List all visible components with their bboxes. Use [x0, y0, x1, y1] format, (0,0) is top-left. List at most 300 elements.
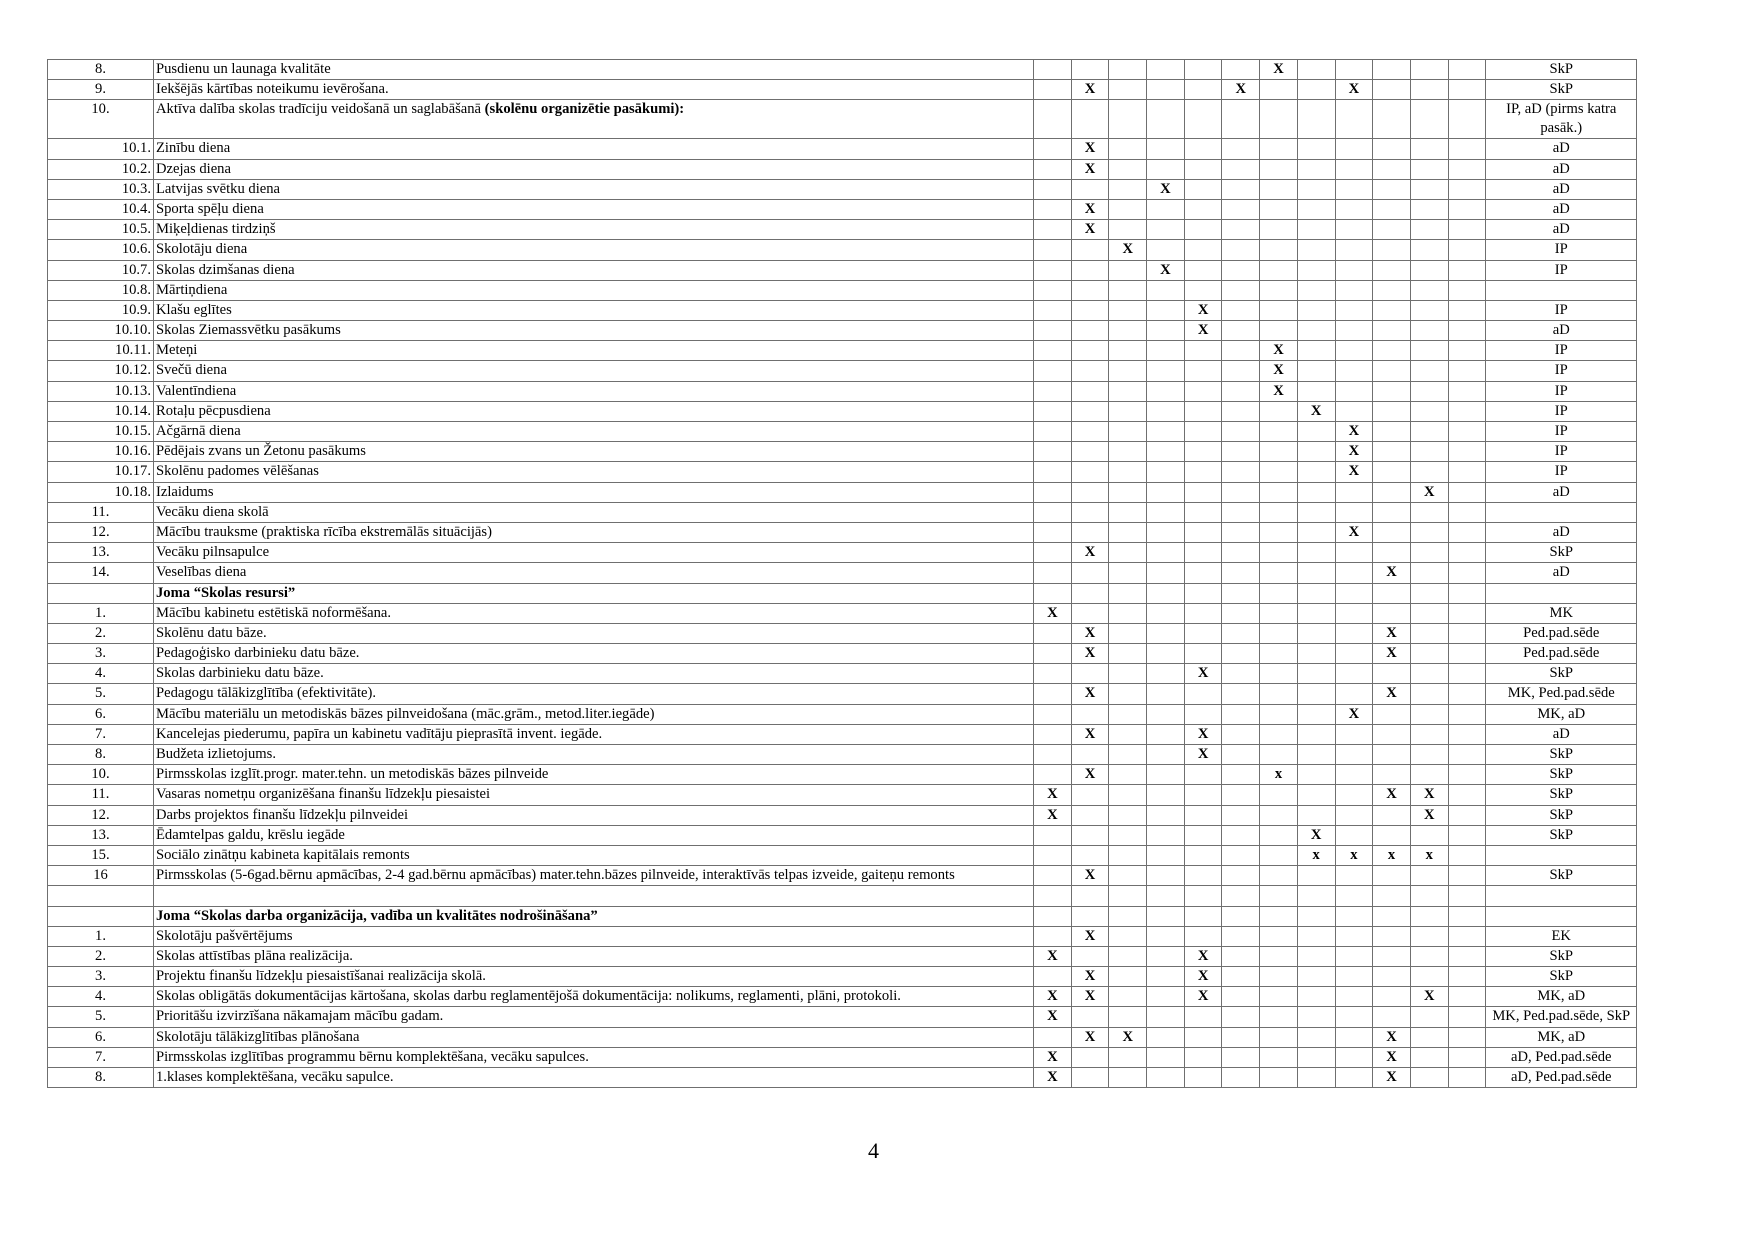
- mark-cell: [1260, 987, 1298, 1007]
- mark-cell: [1147, 785, 1185, 805]
- mark-cell: [1448, 704, 1486, 724]
- mark-cell: [1071, 60, 1109, 80]
- schedule-mark: X: [1373, 644, 1411, 664]
- activity-description: Mācību kabinetu estētiskā noformēšana.: [154, 603, 1034, 623]
- mark-cell: [1109, 300, 1147, 320]
- mark-cell: [1222, 926, 1260, 946]
- mark-cell: [1222, 987, 1260, 1007]
- table-row: [48, 563, 1637, 583]
- mark-cell: [1071, 100, 1109, 139]
- mark-cell: [1184, 442, 1222, 462]
- mark-cell: [1071, 946, 1109, 966]
- mark-cell: [1071, 361, 1109, 381]
- row-number: 10.7.: [48, 260, 154, 280]
- schedule-mark: X: [1071, 159, 1109, 179]
- activity-description: Pirmsskolas izglītības programmu bērnu komplektēšana, vecāku sapulces.: [154, 1047, 1034, 1067]
- activity-description: Skolas darbinieku datu bāze.: [154, 664, 1034, 684]
- mark-cell: [1410, 623, 1448, 643]
- schedule-mark: X: [1297, 825, 1335, 845]
- mark-cell: [1184, 482, 1222, 502]
- mark-cell: [1184, 543, 1222, 563]
- row-number: 1.: [48, 603, 154, 623]
- mark-cell: [1071, 462, 1109, 482]
- mark-cell: [1071, 1007, 1109, 1027]
- row-number: 7.: [48, 724, 154, 744]
- mark-cell: [1222, 664, 1260, 684]
- mark-cell: [1410, 100, 1448, 139]
- mark-cell: [1260, 926, 1298, 946]
- mark-cell: [1448, 381, 1486, 401]
- mark-cell: [1109, 199, 1147, 219]
- mark-cell: [1222, 422, 1260, 442]
- mark-cell: [1260, 704, 1298, 724]
- mark-cell: [1109, 80, 1147, 100]
- mark-cell: [1109, 603, 1147, 623]
- responsible-party: MK, Ped.pad.sēde: [1486, 684, 1637, 704]
- row-number: 10.8.: [48, 280, 154, 300]
- mark-cell: [1373, 825, 1411, 845]
- row-number: 12.: [48, 522, 154, 542]
- mark-cell: [1222, 199, 1260, 219]
- activity-plan-table: [47, 59, 1637, 1088]
- row-number: 11.: [48, 502, 154, 522]
- mark-cell: [1410, 543, 1448, 563]
- empty-cell: [1486, 886, 1637, 906]
- activity-description: Miķeļdienas tirdziņš: [154, 220, 1034, 240]
- row-number: 10.14.: [48, 401, 154, 421]
- empty-cell: [1373, 886, 1411, 906]
- table-row: [48, 179, 1637, 199]
- mark-cell: [1222, 321, 1260, 341]
- mark-cell: [1373, 704, 1411, 724]
- mark-cell: [1373, 805, 1411, 825]
- mark-cell: [1260, 1007, 1298, 1027]
- mark-cell: [1448, 240, 1486, 260]
- mark-cell: [1373, 482, 1411, 502]
- row-number: 10.9.: [48, 300, 154, 320]
- schedule-mark: X: [1034, 987, 1072, 1007]
- section-header-row: [48, 583, 1637, 603]
- mark-cell: [1184, 280, 1222, 300]
- schedule-mark: X: [1034, 805, 1072, 825]
- mark-cell: [1034, 745, 1072, 765]
- mark-cell: [1184, 866, 1222, 886]
- schedule-mark: X: [1147, 179, 1185, 199]
- mark-cell: [1222, 644, 1260, 664]
- mark-cell: [1448, 139, 1486, 159]
- row-number: 10.12.: [48, 361, 154, 381]
- row-number: 10.6.: [48, 240, 154, 260]
- mark-cell: [1034, 543, 1072, 563]
- mark-cell: [1034, 522, 1072, 542]
- mark-cell: [1373, 199, 1411, 219]
- table-row: [48, 866, 1637, 886]
- mark-cell: [1147, 240, 1185, 260]
- number-cell: [48, 906, 154, 926]
- mark-cell: [1448, 422, 1486, 442]
- schedule-mark: X: [1260, 341, 1298, 361]
- mark-cell: [1373, 765, 1411, 785]
- row-number: 16: [48, 866, 154, 886]
- mark-cell: [1373, 946, 1411, 966]
- mark-cell: [1448, 866, 1486, 886]
- schedule-mark: X: [1410, 987, 1448, 1007]
- mark-cell: [1410, 300, 1448, 320]
- mark-cell: [1222, 280, 1260, 300]
- row-number: 2.: [48, 623, 154, 643]
- mark-cell: [1071, 381, 1109, 401]
- responsible-party: IP: [1486, 341, 1637, 361]
- mark-cell: [1109, 280, 1147, 300]
- responsible-party: [1486, 280, 1637, 300]
- responsible-party: aD: [1486, 522, 1637, 542]
- mark-cell: [1335, 381, 1373, 401]
- mark-cell: [1071, 906, 1109, 926]
- responsible-party: SkP: [1486, 805, 1637, 825]
- mark-cell: [1147, 280, 1185, 300]
- mark-cell: [1034, 583, 1072, 603]
- row-number: 4.: [48, 987, 154, 1007]
- schedule-mark: x: [1410, 845, 1448, 865]
- mark-cell: [1410, 1007, 1448, 1027]
- mark-cell: [1260, 684, 1298, 704]
- mark-cell: [1071, 805, 1109, 825]
- mark-cell: [1260, 199, 1298, 219]
- mark-cell: [1448, 825, 1486, 845]
- mark-cell: [1034, 926, 1072, 946]
- row-number: 10.: [48, 100, 154, 139]
- activity-description: Ačgārnā diena: [154, 422, 1034, 442]
- schedule-mark: X: [1184, 724, 1222, 744]
- activity-description: Mārtiņdiena: [154, 280, 1034, 300]
- table-row: [48, 845, 1637, 865]
- activity-description: Ēdamtelpas galdu, krēslu iegāde: [154, 825, 1034, 845]
- table-row: [48, 482, 1637, 502]
- schedule-mark: X: [1034, 1007, 1072, 1027]
- schedule-mark: X: [1373, 1047, 1411, 1067]
- mark-cell: [1147, 623, 1185, 643]
- schedule-mark: X: [1071, 684, 1109, 704]
- activity-description: Veselības diena: [154, 563, 1034, 583]
- mark-cell: [1071, 603, 1109, 623]
- activity-description: Pedagoģisko darbinieku datu bāze.: [154, 644, 1034, 664]
- mark-cell: [1297, 987, 1335, 1007]
- schedule-mark: X: [1373, 1068, 1411, 1088]
- mark-cell: [1260, 442, 1298, 462]
- mark-cell: [1297, 220, 1335, 240]
- mark-cell: [1222, 1007, 1260, 1027]
- table-row: [48, 926, 1637, 946]
- mark-cell: [1410, 1047, 1448, 1067]
- mark-cell: [1184, 603, 1222, 623]
- mark-cell: [1071, 422, 1109, 442]
- activity-description: Valentīndiena: [154, 381, 1034, 401]
- responsible-party: SkP: [1486, 946, 1637, 966]
- mark-cell: [1448, 664, 1486, 684]
- mark-cell: [1448, 926, 1486, 946]
- mark-cell: [1109, 522, 1147, 542]
- empty-cell: [1222, 886, 1260, 906]
- mark-cell: [1373, 100, 1411, 139]
- mark-cell: [1335, 603, 1373, 623]
- mark-cell: [1147, 482, 1185, 502]
- mark-cell: [1222, 623, 1260, 643]
- mark-cell: [1034, 240, 1072, 260]
- activity-description: Skolas obligātās dokumentācijas kārtošana, skolas darbu reglamentējošā dokumentācija: nolikums, reglamenti, plāni, protokoli.: [154, 987, 1034, 1007]
- responsible-party: IP: [1486, 401, 1637, 421]
- mark-cell: [1335, 502, 1373, 522]
- mark-cell: [1034, 623, 1072, 643]
- schedule-mark: X: [1260, 361, 1298, 381]
- mark-cell: [1222, 462, 1260, 482]
- mark-cell: [1034, 684, 1072, 704]
- mark-cell: [1448, 745, 1486, 765]
- mark-cell: [1184, 60, 1222, 80]
- mark-cell: [1184, 785, 1222, 805]
- mark-cell: [1260, 220, 1298, 240]
- mark-cell: [1034, 321, 1072, 341]
- mark-cell: [1335, 765, 1373, 785]
- schedule-mark: X: [1373, 563, 1411, 583]
- mark-cell: [1034, 765, 1072, 785]
- mark-cell: [1184, 906, 1222, 926]
- schedule-mark: X: [1071, 765, 1109, 785]
- mark-cell: [1373, 987, 1411, 1007]
- mark-cell: [1071, 664, 1109, 684]
- mark-cell: [1448, 80, 1486, 100]
- section-title: Joma “Skolas resursi”: [154, 583, 1034, 603]
- mark-cell: [1034, 845, 1072, 865]
- mark-cell: [1448, 260, 1486, 280]
- mark-cell: [1448, 1047, 1486, 1067]
- responsible-party: aD: [1486, 159, 1637, 179]
- mark-cell: [1147, 1068, 1185, 1088]
- table-row: [48, 159, 1637, 179]
- mark-cell: [1410, 341, 1448, 361]
- mark-cell: [1184, 845, 1222, 865]
- mark-cell: [1448, 462, 1486, 482]
- mark-cell: [1410, 906, 1448, 926]
- mark-cell: [1373, 401, 1411, 421]
- mark-cell: [1147, 946, 1185, 966]
- responsible-party: aD, Ped.pad.sēde: [1486, 1068, 1637, 1088]
- mark-cell: [1297, 60, 1335, 80]
- activity-description: Pedagogu tālākizglītība (efektivitāte).: [154, 684, 1034, 704]
- table-row: [48, 139, 1637, 159]
- schedule-mark: X: [1034, 785, 1072, 805]
- mark-cell: [1297, 967, 1335, 987]
- responsible-party: SkP: [1486, 866, 1637, 886]
- responsible-party: SkP: [1486, 543, 1637, 563]
- mark-cell: [1184, 1027, 1222, 1047]
- activity-description: Prioritāšu izvirzīšana nākamajam mācību gadam.: [154, 1007, 1034, 1027]
- table-row: [48, 745, 1637, 765]
- mark-cell: [1147, 704, 1185, 724]
- mark-cell: [1448, 967, 1486, 987]
- activity-description: Sociālo zinātņu kabineta kapitālais remonts: [154, 845, 1034, 865]
- mark-cell: [1260, 300, 1298, 320]
- page-number: 4: [868, 1138, 879, 1163]
- mark-cell: [1222, 805, 1260, 825]
- mark-cell: [1034, 381, 1072, 401]
- mark-cell: [1184, 623, 1222, 643]
- mark-cell: [1373, 341, 1411, 361]
- mark-cell: [1260, 100, 1298, 139]
- mark-cell: [1335, 1007, 1373, 1027]
- schedule-mark: X: [1034, 946, 1072, 966]
- mark-cell: [1260, 583, 1298, 603]
- mark-cell: [1373, 1007, 1411, 1027]
- mark-cell: [1448, 785, 1486, 805]
- mark-cell: [1147, 987, 1185, 1007]
- mark-cell: [1109, 805, 1147, 825]
- mark-cell: [1373, 179, 1411, 199]
- schedule-mark: X: [1373, 684, 1411, 704]
- responsible-party: SkP: [1486, 745, 1637, 765]
- mark-cell: [1335, 967, 1373, 987]
- mark-cell: [1071, 240, 1109, 260]
- schedule-mark: X: [1071, 926, 1109, 946]
- mark-cell: [1335, 664, 1373, 684]
- mark-cell: [1109, 825, 1147, 845]
- table-row: [48, 684, 1637, 704]
- empty-cell: [1184, 886, 1222, 906]
- mark-cell: [1335, 926, 1373, 946]
- table-row: [48, 1027, 1637, 1047]
- mark-cell: [1373, 522, 1411, 542]
- mark-cell: [1109, 623, 1147, 643]
- table-body: [48, 60, 1637, 1088]
- mark-cell: [1410, 401, 1448, 421]
- mark-cell: [1410, 664, 1448, 684]
- mark-cell: [1184, 80, 1222, 100]
- mark-cell: [1071, 583, 1109, 603]
- row-number: 5.: [48, 684, 154, 704]
- responsible-party: IP: [1486, 361, 1637, 381]
- mark-cell: [1184, 1007, 1222, 1027]
- mark-cell: [1071, 563, 1109, 583]
- responsible-party: SkP: [1486, 967, 1637, 987]
- row-number: 2.: [48, 946, 154, 966]
- activity-description: Meteņi: [154, 341, 1034, 361]
- responsible-party: IP, aD (pirms katra pasāk.): [1486, 100, 1637, 139]
- mark-cell: [1184, 805, 1222, 825]
- schedule-mark: X: [1071, 987, 1109, 1007]
- schedule-mark: X: [1071, 967, 1109, 987]
- mark-cell: [1335, 724, 1373, 744]
- schedule-mark: X: [1071, 644, 1109, 664]
- mark-cell: [1109, 159, 1147, 179]
- mark-cell: [1335, 805, 1373, 825]
- mark-cell: [1448, 563, 1486, 583]
- activity-description: Pēdējais zvans un Žetonu pasākums: [154, 442, 1034, 462]
- mark-cell: [1260, 139, 1298, 159]
- mark-cell: [1071, 482, 1109, 502]
- mark-cell: [1184, 583, 1222, 603]
- mark-cell: [1373, 442, 1411, 462]
- mark-cell: [1335, 260, 1373, 280]
- row-number: 10.2.: [48, 159, 154, 179]
- responsible-party: [1486, 845, 1637, 865]
- mark-cell: [1335, 785, 1373, 805]
- mark-cell: [1410, 80, 1448, 100]
- row-number: 10.1.: [48, 139, 154, 159]
- table-row: [48, 260, 1637, 280]
- activity-description: [154, 100, 1034, 139]
- mark-cell: [1147, 664, 1185, 684]
- mark-cell: [1184, 401, 1222, 421]
- mark-cell: [1222, 866, 1260, 886]
- mark-cell: [1222, 139, 1260, 159]
- mark-cell: [1260, 80, 1298, 100]
- mark-cell: [1260, 906, 1298, 926]
- responsible-party: aD: [1486, 724, 1637, 744]
- mark-cell: [1410, 321, 1448, 341]
- mark-cell: [1297, 906, 1335, 926]
- mark-cell: [1222, 300, 1260, 320]
- mark-cell: [1410, 159, 1448, 179]
- mark-cell: [1448, 401, 1486, 421]
- table-row: [48, 80, 1637, 100]
- table-row: [48, 60, 1637, 80]
- table-row: [48, 220, 1637, 240]
- table-row: [48, 381, 1637, 401]
- mark-cell: [1184, 825, 1222, 845]
- table-row: [48, 280, 1637, 300]
- mark-cell: [1335, 482, 1373, 502]
- mark-cell: [1260, 623, 1298, 643]
- description-bold-note: (skolēnu organizētie pasākumi):: [484, 101, 685, 118]
- mark-cell: [1109, 785, 1147, 805]
- responsible-party: IP: [1486, 240, 1637, 260]
- activity-description: Pirmsskolas izglīt.progr. mater.tehn. un metodiskās bāzes pilnveide: [154, 765, 1034, 785]
- schedule-mark: X: [1373, 1027, 1411, 1047]
- row-number: 12.: [48, 805, 154, 825]
- mark-cell: [1260, 946, 1298, 966]
- mark-cell: [1147, 220, 1185, 240]
- mark-cell: [1222, 967, 1260, 987]
- table-row: [48, 1007, 1637, 1027]
- mark-cell: [1260, 845, 1298, 865]
- mark-cell: [1410, 967, 1448, 987]
- mark-cell: [1184, 220, 1222, 240]
- mark-cell: [1448, 543, 1486, 563]
- responsible-party: EK: [1486, 926, 1637, 946]
- mark-cell: [1373, 745, 1411, 765]
- schedule-mark: X: [1335, 704, 1373, 724]
- mark-cell: [1297, 159, 1335, 179]
- empty-cell: [1071, 886, 1109, 906]
- mark-cell: [1222, 401, 1260, 421]
- mark-cell: [1410, 381, 1448, 401]
- mark-cell: [1034, 563, 1072, 583]
- row-number: 10.15.: [48, 422, 154, 442]
- mark-cell: [1147, 442, 1185, 462]
- mark-cell: [1335, 623, 1373, 643]
- mark-cell: [1335, 159, 1373, 179]
- mark-cell: [1147, 422, 1185, 442]
- responsible-party: MK, aD: [1486, 987, 1637, 1007]
- table-row: [48, 240, 1637, 260]
- mark-cell: [1071, 1068, 1109, 1088]
- mark-cell: [1222, 60, 1260, 80]
- mark-cell: [1147, 684, 1185, 704]
- mark-cell: [1448, 906, 1486, 926]
- schedule-mark: X: [1410, 482, 1448, 502]
- row-number: 4.: [48, 664, 154, 684]
- mark-cell: [1222, 603, 1260, 623]
- table-row: [48, 543, 1637, 563]
